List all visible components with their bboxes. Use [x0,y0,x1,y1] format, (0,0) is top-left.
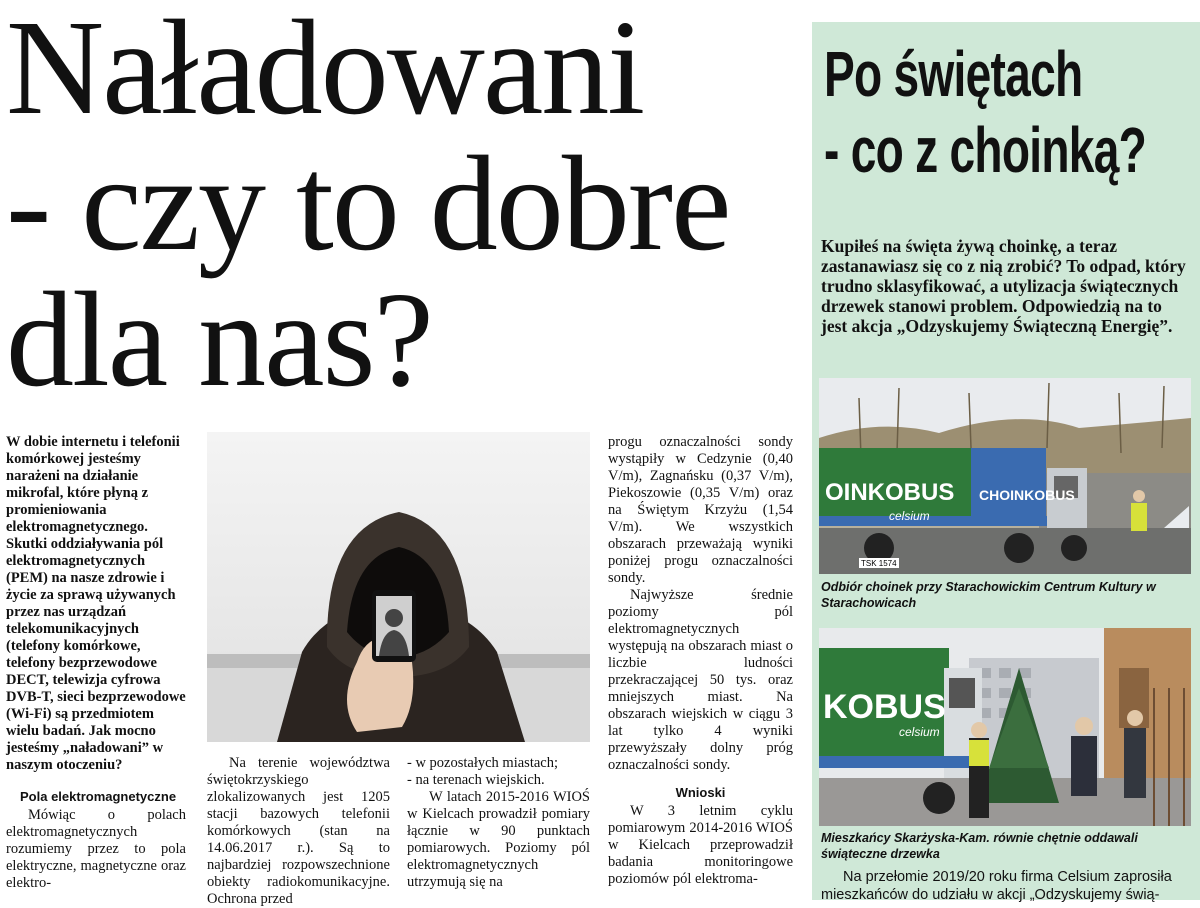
article-column-4 [608,434,793,888]
article-lead: W dobie internetu i telefonii komórkowej jesteśmy narażeni na działanie mikrofal, które płyną z promieniowania elektromagnetycznego. Skutki oddziaływania pól elektromagnetycznych (PEM) na nasze zdrowie i życie za sprawą używanych przez nas urządzań telekomunikacyjnych (telefony komórkowe, telefony bezprzewodowe DECT, telewizja cyfrowa DVB-T, sieci bezprzewodowe (Wi-Fi) są przedmiotem wielu badań. Jak mocno jesteśmy „naładowani” w naszym otoczeniu? [6,434,186,773]
article-paragraph: Najwyższe średnie poziomy pól elektromagnetycznych występują na obszarach miast o liczbie ludności przekraczającej 50 tys. oraz mniejszych miast. Na obszarach wiejskich w ciągu 3 lat tylko 4 wyniki przewyższały dolny próg oznaczalności sondy. [608,587,793,773]
headline-line-3: dla nas? [6,265,432,415]
article-paragraph: progu oznaczalności sondy wystąpiły w Cedzynie (0,40 V/m), Zagnańsku (0,37 V/m), Piekoszowie (0,35 V/m) oraz na Świętym Krzyżu (1,54 V/m). We wszystkich obszarach przeważają wyniki poniżej progu oznaczalności sondy. [608,434,793,586]
truck-brand: celsium [899,725,940,739]
sidebar-lead: Kupiłeś na święta żywą choinkę, a teraz zastanawiasz się co z nią zrobić? To odpad, który trudno sklasyfikować, a utylizacja świątecznych drzewek stanowi problem. Odpowiedzią na to jest akcja „Odzyskujemy Świąteczną Energię”. [821,236,1186,336]
list-item: - w pozostałych miastach; [407,755,558,771]
truck-label: KOBUS [823,688,946,726]
photo-caption-2: Mieszkańcy Skarżyska-Kam. równie chętnie oddawali świąteczne drzewka [821,831,1138,861]
headline [6,0,806,415]
truck-label: OINKOBUS [825,479,955,506]
headline-line-1: Naładowani [6,0,644,143]
sidebar-paragraph: Na przełomie 2019/20 roku firma Celsium zaprosiła mieszkańców do udziału w akcji „Odzyskujemy świą- [821,869,1172,903]
article-column-1 [6,434,186,892]
article-paragraph: W latach 2015-2016 WIOŚ w Kielcach prowadził pomiary łącznie w 90 punktach pomiarowych. Poziomy pól elektromagnetycznych utrzymują się na [407,789,590,890]
sidebar-title [824,36,1147,188]
sidebar-photo-1 [819,378,1191,574]
article-photo-phone [207,432,590,742]
article-paragraph: Na terenie województwa świętokrzyskiego zlokalizowanych jest 1205 stacji bazowych telefonii komórkowych (stan na 14.06.2017 r.). Są to najbardziej rozpowszechnione obiekty radiokomunikacyjne. Ochrona przed [207,755,390,907]
article-column-2 [207,755,390,908]
section-heading-conclusions: Wnioski [675,785,726,800]
article-paragraph: Mówiąc o polach elektromagnetycznych rozumiemy przez to pola elektryczne, magnetyczne oraz elektro- [6,807,186,891]
list-item: - na terenach wiejskich. [407,772,545,788]
sidebar-photo-2 [819,628,1191,826]
photo-caption-1: Odbiór choinek przy Starachowickim Centrum Kultury w Starachowicach [821,580,1156,610]
sidebar-article [812,22,1200,903]
sidebar-title-line-1: Po świętach [824,38,1083,110]
truck-label-2: CHOINKOBUS [979,487,1075,503]
headline-line-2: - czy to dobre [6,129,730,279]
sidebar-title-line-2: - co z choinką? [824,114,1147,186]
article-paragraph: W 3 letnim cyklu pomiarowym 2014-2016 WIOŚ w Kielcach przeprowadził badania monitoringowe poziomów pól elektroma- [608,803,793,887]
section-heading-fields: Pola elektromagnetyczne [20,789,177,804]
truck-brand: celsium [889,509,930,523]
article-column-3 [407,755,590,891]
license-plate: TSK 1574 [861,559,897,568]
